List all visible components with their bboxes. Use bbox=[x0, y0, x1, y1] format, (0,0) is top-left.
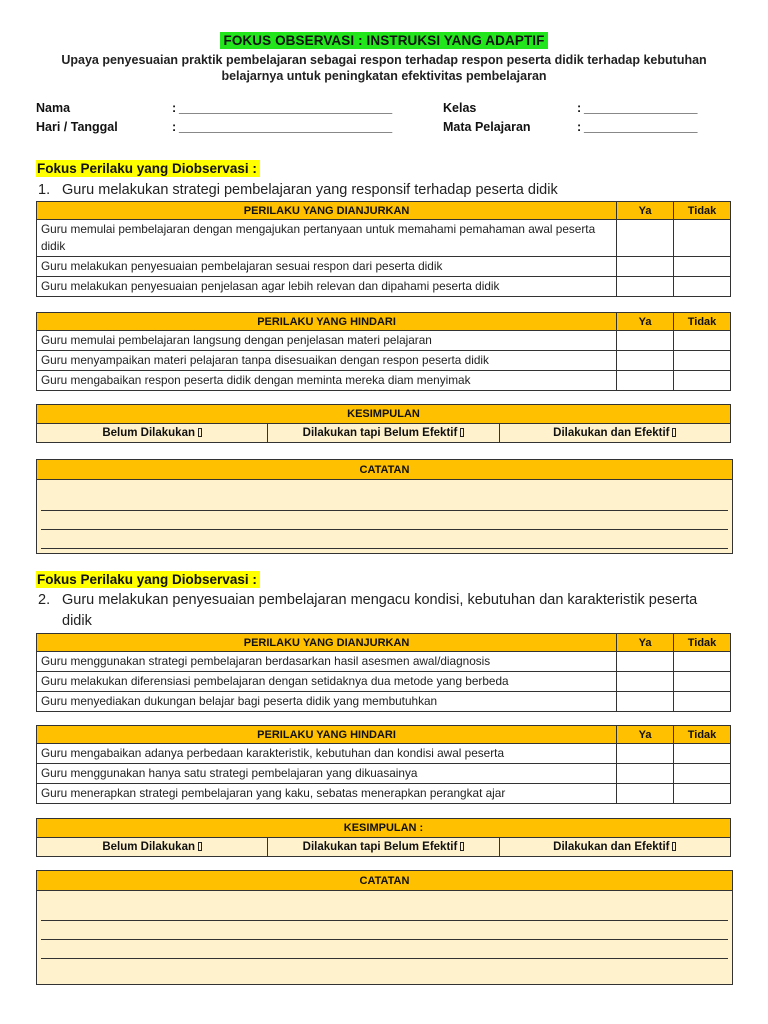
hari-tanggal-field[interactable]: : ________________________________ bbox=[172, 120, 392, 134]
behavior-text: Guru mengabaikan adanya perbedaan karakteristik, kebutuhan dan kondisi awal peserta bbox=[37, 744, 617, 764]
recommended-table-2 bbox=[36, 633, 731, 712]
ya-checkbox[interactable] bbox=[617, 331, 674, 351]
ya-checkbox[interactable] bbox=[617, 220, 674, 257]
ya-checkbox[interactable] bbox=[617, 692, 674, 712]
focus-label-2: Fokus Perilaku yang Diobservasi : bbox=[36, 571, 260, 588]
note-line bbox=[41, 529, 728, 530]
checkbox-icon bbox=[460, 842, 464, 851]
tidak-checkbox[interactable] bbox=[674, 764, 731, 784]
conclusion-option-belum-efektif[interactable]: Dilakukan tapi Belum Efektif bbox=[268, 838, 499, 856]
table-row bbox=[37, 220, 731, 257]
notes-header: CATATAN bbox=[37, 871, 732, 891]
behavior-text: Guru menerapkan strategi pembelajaran yang kaku, sebatas menerapkan perangkat ajar bbox=[37, 784, 617, 804]
table-row bbox=[37, 371, 731, 391]
conclusion-option-belum[interactable]: Belum Dilakukan bbox=[37, 838, 268, 856]
kelas-field[interactable]: : _________________ bbox=[577, 101, 698, 115]
table-row bbox=[37, 331, 731, 351]
tidak-checkbox[interactable] bbox=[674, 784, 731, 804]
focus-item-1 bbox=[38, 180, 728, 201]
note-line bbox=[41, 548, 728, 549]
behavior-text: Guru melakukan penyesuaian pembelajaran sesuai respon dari peserta didik bbox=[37, 257, 617, 277]
col-tidak: Tidak bbox=[674, 202, 731, 220]
recommended-header: PERILAKU YANG DIANJURKAN bbox=[37, 202, 617, 220]
checkbox-icon bbox=[672, 428, 676, 437]
tidak-checkbox[interactable] bbox=[674, 371, 731, 391]
col-tidak: Tidak bbox=[674, 726, 731, 744]
ya-checkbox[interactable] bbox=[617, 764, 674, 784]
behavior-text: Guru mengabaikan respon peserta didik dengan meminta mereka diam menyimak bbox=[37, 371, 617, 391]
note-line bbox=[41, 958, 728, 959]
conclusion-option-efektif[interactable]: Dilakukan dan Efektif bbox=[500, 424, 730, 442]
notes-area[interactable] bbox=[37, 891, 732, 984]
kelas-label: Kelas bbox=[443, 101, 477, 115]
hari-label: Hari / Tanggal bbox=[36, 120, 118, 134]
nama-label: Nama bbox=[36, 101, 71, 115]
tidak-checkbox[interactable] bbox=[674, 744, 731, 764]
focus-text-1: Guru melakukan strategi pembelajaran yang responsif terhadap peserta didik bbox=[62, 182, 558, 198]
conclusion-option-belum-efektif[interactable]: Dilakukan tapi Belum Efektif bbox=[268, 424, 499, 442]
behavior-text: Guru memulai pembelajaran langsung dengan penjelasan materi pelajaran bbox=[37, 331, 617, 351]
checkbox-icon bbox=[672, 842, 676, 851]
ya-checkbox[interactable] bbox=[617, 371, 674, 391]
conclusion-box-1 bbox=[36, 404, 731, 443]
col-tidak: Tidak bbox=[674, 313, 731, 331]
note-line bbox=[41, 939, 728, 940]
conclusion-option-belum[interactable]: Belum Dilakukan bbox=[37, 424, 268, 442]
table-row bbox=[37, 764, 731, 784]
col-ya: Ya bbox=[617, 202, 674, 220]
mapel-label: Mata Pelajaran bbox=[443, 120, 531, 134]
checkbox-icon bbox=[198, 428, 202, 437]
page-subtitle: Upaya penyesuaian praktik pembelajaran sebagai respon terhadap respon peserta didik terhadap kebutuhan belajarnya untuk peningkatan efektivitas pembelajaran bbox=[61, 53, 707, 83]
notes-box-1 bbox=[36, 459, 733, 554]
conclusion-option-efektif[interactable]: Dilakukan dan Efektif bbox=[500, 838, 730, 856]
avoid-table-2 bbox=[36, 725, 731, 804]
behavior-text: Guru memulai pembelajaran dengan mengajukan pertanyaan untuk memahami pemahaman awal peserta didik bbox=[37, 220, 617, 257]
avoid-table-1 bbox=[36, 312, 731, 391]
page-title: FOKUS OBSERVASI : INSTRUKSI YANG ADAPTIF bbox=[220, 32, 547, 49]
focus-label-1: Fokus Perilaku yang Diobservasi : bbox=[36, 160, 260, 177]
note-line bbox=[41, 510, 728, 511]
notes-area[interactable] bbox=[37, 480, 732, 553]
focus-number-2: 2. bbox=[38, 592, 51, 608]
col-ya: Ya bbox=[617, 726, 674, 744]
checkbox-icon bbox=[198, 842, 202, 851]
behavior-text: Guru menggunakan hanya satu strategi pembelajaran yang dikuasainya bbox=[37, 764, 617, 784]
mata-pelajaran-field[interactable]: : _________________ bbox=[577, 120, 698, 134]
ya-checkbox[interactable] bbox=[617, 784, 674, 804]
checkbox-icon bbox=[460, 428, 464, 437]
ya-checkbox[interactable] bbox=[617, 277, 674, 297]
focus-number-1: 1. bbox=[38, 182, 51, 198]
avoid-header: PERILAKU YANG HINDARI bbox=[37, 726, 617, 744]
note-line bbox=[41, 920, 728, 921]
tidak-checkbox[interactable] bbox=[674, 351, 731, 371]
col-tidak: Tidak bbox=[674, 634, 731, 652]
tidak-checkbox[interactable] bbox=[674, 220, 731, 257]
table-row bbox=[37, 784, 731, 804]
recommended-table-1 bbox=[36, 201, 731, 297]
behavior-text: Guru menyampaikan materi pelajaran tanpa disesuaikan dengan respon peserta didik bbox=[37, 351, 617, 371]
behavior-text: Guru melakukan penyesuaian penjelasan agar lebih relevan dan dipahami peserta didik bbox=[37, 277, 617, 297]
table-row bbox=[37, 351, 731, 371]
behavior-text: Guru menggunakan strategi pembelajaran berdasarkan hasil asesmen awal/diagnosis bbox=[37, 652, 617, 672]
col-ya: Ya bbox=[617, 313, 674, 331]
table-row bbox=[37, 277, 731, 297]
table-row bbox=[37, 744, 731, 764]
ya-checkbox[interactable] bbox=[617, 744, 674, 764]
table-row bbox=[37, 652, 731, 672]
col-ya: Ya bbox=[617, 634, 674, 652]
focus-text-2: Guru melakukan penyesuaian pembelajaran mengacu kondisi, kebutuhan dan karakteristik peserta didik bbox=[62, 592, 698, 629]
table-row bbox=[37, 257, 731, 277]
focus-item-2 bbox=[38, 590, 728, 632]
tidak-checkbox[interactable] bbox=[674, 331, 731, 351]
conclusion-box-2 bbox=[36, 818, 731, 857]
behavior-text: Guru melakukan diferensiasi pembelajaran dengan setidaknya dua metode yang berbeda bbox=[37, 672, 617, 692]
ya-checkbox[interactable] bbox=[617, 672, 674, 692]
ya-checkbox[interactable] bbox=[617, 652, 674, 672]
tidak-checkbox[interactable] bbox=[674, 257, 731, 277]
nama-field[interactable]: : ________________________________ bbox=[172, 101, 392, 115]
recommended-header: PERILAKU YANG DIANJURKAN bbox=[37, 634, 617, 652]
table-row bbox=[37, 672, 731, 692]
tidak-checkbox[interactable] bbox=[674, 652, 731, 672]
tidak-checkbox[interactable] bbox=[674, 277, 731, 297]
avoid-header: PERILAKU YANG HINDARI bbox=[37, 313, 617, 331]
conclusion-header: KESIMPULAN : bbox=[37, 819, 730, 838]
notes-box-2 bbox=[36, 870, 733, 985]
table-row bbox=[37, 692, 731, 712]
behavior-text: Guru menyediakan dukungan belajar bagi peserta didik yang membutuhkan bbox=[37, 692, 617, 712]
tidak-checkbox[interactable] bbox=[674, 692, 731, 712]
ya-checkbox[interactable] bbox=[617, 257, 674, 277]
ya-checkbox[interactable] bbox=[617, 351, 674, 371]
conclusion-header: KESIMPULAN bbox=[37, 405, 730, 424]
tidak-checkbox[interactable] bbox=[674, 672, 731, 692]
notes-header: CATATAN bbox=[37, 460, 732, 480]
